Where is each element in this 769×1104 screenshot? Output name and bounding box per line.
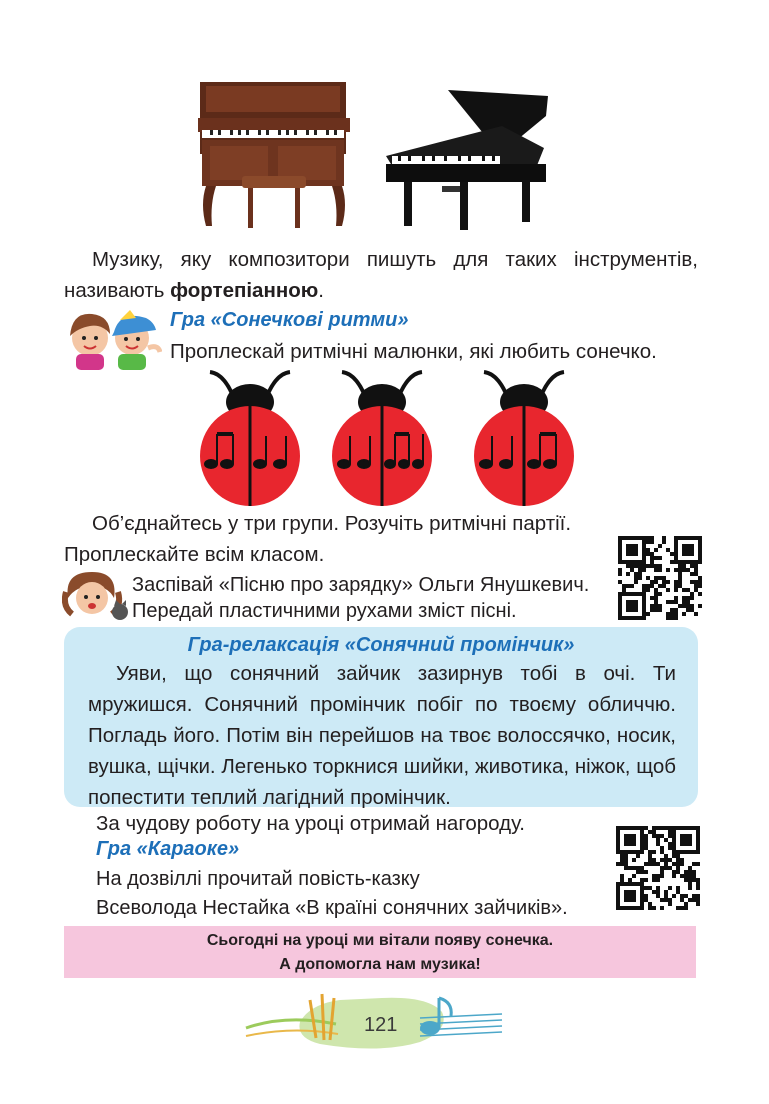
karaoke-line-1: На дозвіллі прочитай повість-казку (96, 868, 420, 890)
game-title-sun-rhythms: Гра «Сонечкові ритми» (170, 309, 409, 331)
song-task-line-1: Заспівай «Пісню про зарядку» Ольги Янушкевич. (132, 574, 590, 596)
intro-period: . (318, 279, 324, 302)
game-instruction: Проплескай ритмічні малюнки, які любить сонечко. (170, 340, 657, 363)
karaoke-line-2: Всеволода Нестайка «В країні сонячних зайчиків». (96, 897, 568, 919)
intro-text: називають (64, 279, 171, 302)
page-number: 121 (364, 1014, 398, 1036)
grand-piano-image (382, 86, 552, 232)
summary-line-2: А допомогла нам музика! (279, 956, 481, 973)
summary-line-1: Сьогодні на уроці ми вітали появу сонечка. (206, 932, 554, 949)
group-task-line-2: Проплескайте всім класом. (64, 543, 325, 566)
song-task-line-2: Передай пластичними рухами зміст пісні. (132, 600, 517, 622)
term-fortepiano: фортепіанною (170, 279, 319, 302)
ladybug-rhythm-1 (196, 360, 304, 510)
qr-code-2[interactable] (616, 826, 700, 910)
intro-line-2 (64, 275, 698, 306)
relaxation-title: Гра-релаксація «Сонячний промінчик» (187, 634, 575, 656)
relaxation-text: Уяви, що сонячний зайчик зазирнув тобі в очі. Ти мружишся. Сонячний промінчик побіг по твоєму обличчю. Погладь його. Потім він перейшов на твоє волоссячко, носик, вушка, щічки. Легенько торкнися шийки, животика, ніжок, щоб попестити теплий лагідний промінчик. (88, 662, 676, 809)
ladybug-rhythm-3 (470, 360, 578, 510)
lesson-summary (64, 926, 696, 978)
group-task-line-1: Об’єднайтесь у три групи. Розучіть ритмічні партії. (92, 512, 572, 535)
girl-with-cat-icon (62, 568, 130, 624)
intro-line-1: Музику, яку композитори пишуть для таких інструментів, (92, 248, 698, 271)
upright-piano-image (196, 78, 352, 230)
reward-line: За чудову роботу на уроці отримай нагороду. (96, 812, 525, 835)
game-title-karaoke: Гра «Караоке» (96, 838, 240, 860)
ladybug-rhythm-2 (328, 360, 436, 510)
qr-code-1[interactable] (618, 536, 702, 620)
children-icon (62, 308, 162, 372)
